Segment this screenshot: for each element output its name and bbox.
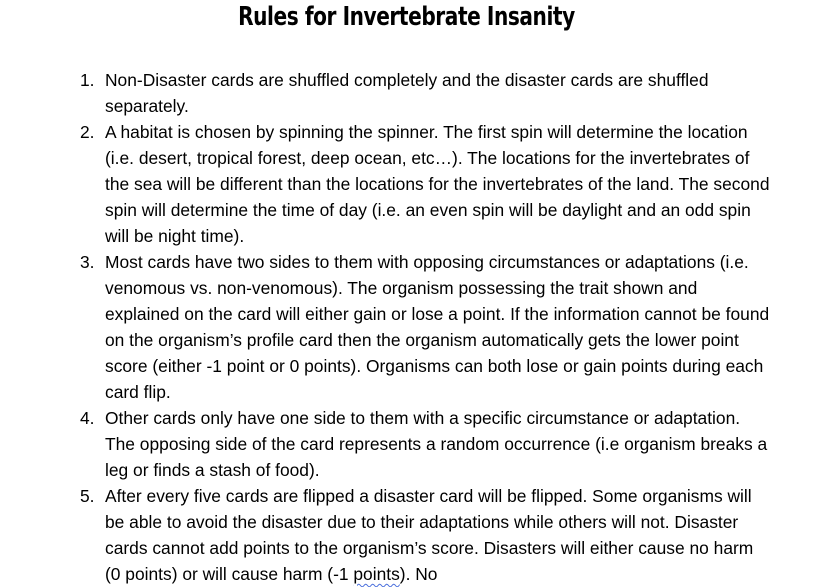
rule-number: 1. [80, 70, 95, 90]
rule-number: 5. [80, 486, 95, 506]
rule-item [80, 249, 770, 405]
rule-number: 2. [80, 122, 95, 142]
rule-text-after: ). No [399, 564, 438, 584]
rule-item [80, 67, 770, 119]
rule-item [80, 405, 770, 483]
rule-text: Other cards only have one side to them with a specific circumstance or adaptation. The opposing side of the card represents a random occurrence (i.e organism breaks a leg or finds a stash of food). [105, 408, 768, 480]
rule-text: Non-Disaster cards are shuffled completely and the disaster cards are shuffled separately. [105, 70, 709, 116]
rule-item [80, 119, 770, 249]
rule-number: 4. [80, 408, 95, 428]
rule-item [80, 483, 770, 587]
rule-text: A habitat is chosen by spinning the spinner. The first spin will determine the location (i.e. desert, tropical forest, deep ocean, etc…). The locations for the invertebrates of the sea will be different than the locations for the invertebrates of the land. The second spin will determine the time of day (i.e. an even spin will be daylight and an odd spin will be night time). [105, 122, 770, 246]
grammar-flagged-word[interactable]: points [353, 564, 400, 584]
document-title: Rules for Invertebrate Insanity [238, 2, 575, 32]
rule-text-before: After every five cards are flipped a disaster card will be flipped. Some organisms will be able to avoid the disaster due to their adaptations while others will not. Disaster cards cannot add points to the organism’s score. Disasters will either cause no harm (0 points) or will cause harm (-1 [105, 486, 754, 584]
rule-text [105, 486, 753, 584]
rule-text: Most cards have two sides to them with opposing circumstances or adaptations (i.e. venomous vs. non-venomous). The organism possessing the trait shown and explained on the card will either gain or lose a point. If the information cannot be found on the organism’s profile card then the organism automatically gets the lower point score (either -1 point or 0 points). Organisms can both lose or gain points during each card flip. [105, 252, 770, 402]
rules-list [80, 67, 770, 587]
rule-number: 3. [80, 252, 95, 272]
